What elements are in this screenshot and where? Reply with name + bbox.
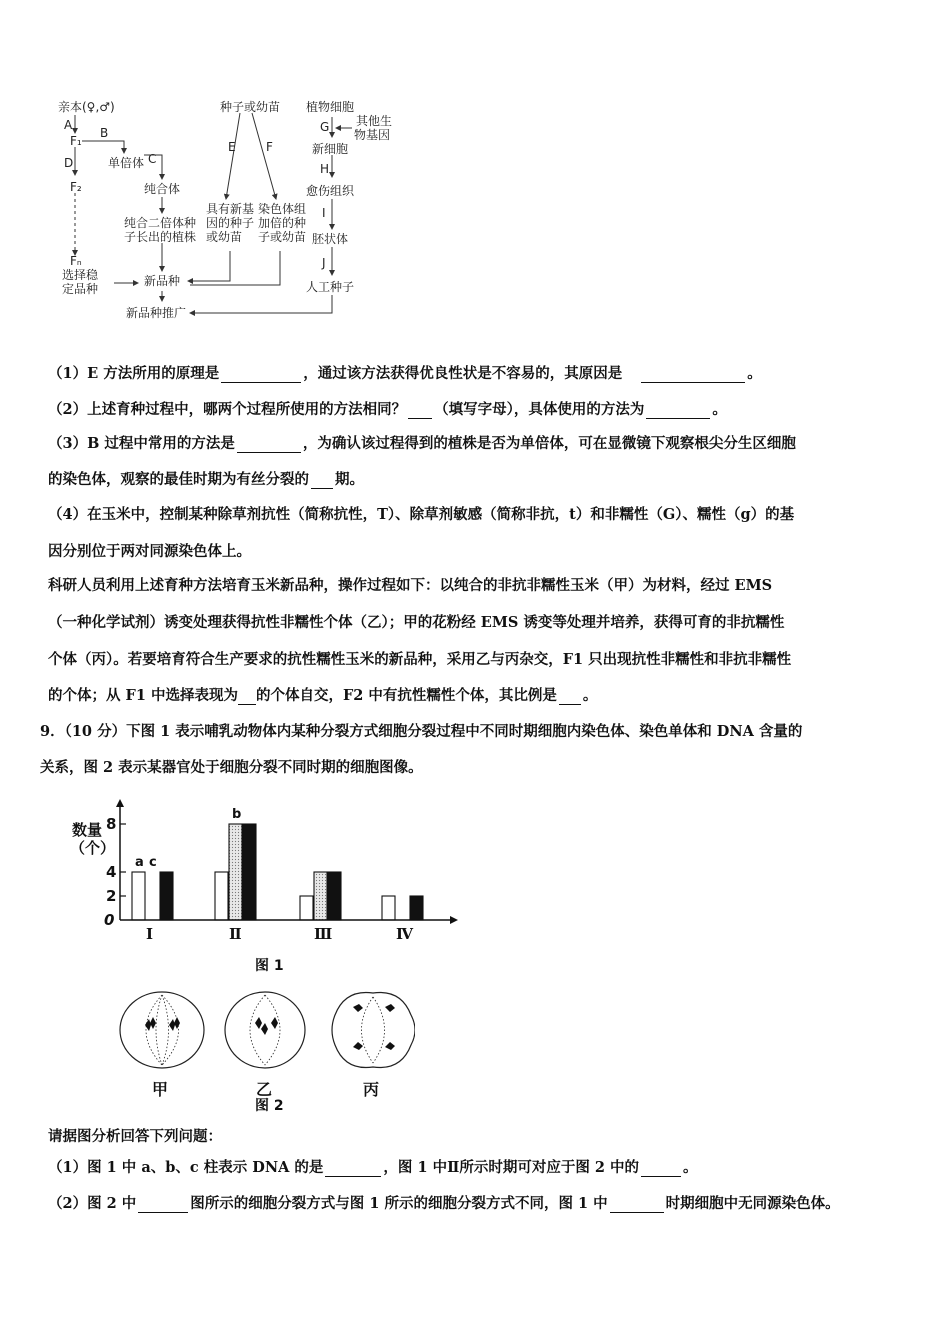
embryoid-label: 胚状体 bbox=[312, 232, 349, 246]
question-8-1 bbox=[48, 362, 762, 383]
q3-text-a: （3）B 过程中常用的方法是 bbox=[48, 435, 235, 452]
q3-blank-1[interactable] bbox=[237, 438, 301, 453]
figure-2 bbox=[115, 985, 415, 1114]
cell-jia bbox=[120, 992, 204, 1068]
q9-1-text-b: ，图 1 中Ⅱ所示时期可对应于图 2 中的 bbox=[383, 1159, 640, 1176]
step-d-label: D bbox=[64, 156, 74, 170]
step-f-label: F bbox=[266, 140, 273, 154]
doubled-label-2: 加倍的种 bbox=[258, 216, 307, 230]
q2-text-a: （2）上述育种过程中，哪两个过程所使用的方法相同？ bbox=[48, 401, 407, 418]
question-9-line2: 关系，图 2 表示某器官处于细胞分裂不同时期的细胞图像。 bbox=[40, 759, 423, 776]
artificial-seed-label: 人工种子 bbox=[306, 280, 355, 294]
figure-1-svg bbox=[60, 795, 460, 980]
y-tick-label-0: 0 bbox=[104, 911, 115, 929]
parents-label: 亲本(♀,♂) bbox=[58, 100, 115, 114]
chromosome-bing-top bbox=[353, 1004, 395, 1012]
bar-a-1 bbox=[132, 872, 145, 920]
cell-label-yi: 乙 bbox=[256, 1080, 273, 1099]
step-h-label: H bbox=[320, 162, 330, 176]
y-axis-arrow bbox=[116, 799, 124, 807]
x-tick-label-1: Ⅰ bbox=[146, 925, 154, 943]
q9-1-blank-2[interactable] bbox=[641, 1162, 681, 1177]
q2-blank-2[interactable] bbox=[646, 404, 710, 419]
bar-c-2 bbox=[243, 824, 256, 920]
new-variety-label: 新品种 bbox=[144, 274, 181, 288]
callus-label: 愈伤组织 bbox=[306, 184, 355, 198]
q1-text-c: 。 bbox=[747, 365, 762, 382]
q4-blank-1[interactable] bbox=[238, 690, 256, 705]
step-i-label: I bbox=[322, 206, 326, 220]
seeds-label: 种子或幼苗 bbox=[220, 100, 281, 114]
question-8-3-line2 bbox=[48, 468, 364, 489]
select-label-1: 选择稳 bbox=[62, 268, 99, 282]
step-j-label: J bbox=[322, 256, 326, 270]
breeding-diagram bbox=[40, 95, 420, 330]
cell-bing bbox=[332, 992, 415, 1067]
cell-label-jia: 甲 bbox=[152, 1080, 169, 1099]
q9-1-blank-1[interactable] bbox=[325, 1162, 381, 1177]
q9-2-blank-1[interactable] bbox=[138, 1198, 188, 1213]
chromosome-yi-2 bbox=[271, 1017, 278, 1029]
other-gene-label-2: 物基因 bbox=[354, 128, 391, 142]
chromosome-jia-1 bbox=[145, 1017, 156, 1031]
q2-text-b: （填写字母），具体使用的方法为 bbox=[434, 401, 645, 418]
y-axis-label: 数量（个） bbox=[70, 821, 116, 857]
step-c-label: C bbox=[148, 152, 157, 166]
q3-text-b: ，为确认该过程得到的植株是否为单倍体，可在显微镜下观察根尖分生区细胞 bbox=[302, 435, 796, 452]
q3-line2-text-b: 期。 bbox=[335, 471, 364, 488]
doubled-label-1: 染色体组 bbox=[258, 202, 307, 216]
f1-label: F₁ bbox=[70, 134, 82, 148]
q9-2-text-c: 时期细胞中无同源染色体。 bbox=[665, 1195, 840, 1212]
y-tick-label-2: 2 bbox=[106, 887, 117, 905]
q4-line6-text-b: 的个体自交，F2 中有抗性糯性个体，其比例是 bbox=[255, 687, 557, 704]
new-cell-label: 新细胞 bbox=[312, 142, 349, 156]
bar-a-3 bbox=[300, 896, 313, 920]
chromosome-bing-bottom bbox=[353, 1042, 395, 1050]
bar-a-4 bbox=[382, 896, 395, 920]
series-annotation-a: a bbox=[135, 855, 144, 870]
question-9-prompt: 请据图分析回答下列问题： bbox=[48, 1128, 222, 1145]
new-gene-label-1: 具有新基 bbox=[206, 202, 255, 216]
chromosome-yi-1 bbox=[255, 1017, 268, 1035]
chromosomes bbox=[145, 1004, 395, 1050]
x-tick-label-3: Ⅲ bbox=[314, 925, 333, 943]
plant-cell-label: 植物细胞 bbox=[306, 100, 355, 114]
x-tick-label-2: Ⅱ bbox=[229, 925, 242, 943]
q1-text-a: （1）E 方法所用的原理是 bbox=[48, 365, 220, 382]
q4-line6-text-a: 的个体；从 F1 中选择表现为 bbox=[48, 687, 238, 704]
chromosome-jia-2 bbox=[169, 1017, 180, 1031]
step-e-label: E bbox=[228, 140, 236, 154]
q2-blank-1[interactable] bbox=[408, 404, 432, 419]
step-b-label: B bbox=[100, 126, 109, 140]
bar-c-1 bbox=[160, 872, 173, 920]
pure-diploid-label-1: 纯合二倍体种 bbox=[124, 216, 197, 230]
question-8-4-line6 bbox=[48, 684, 597, 705]
new-gene-label-3: 或幼苗 bbox=[206, 230, 243, 244]
series-annotation-c: c bbox=[149, 855, 157, 870]
q9-1-text-a: （1）图 1 中 a、b、c 柱表示 DNA 的是 bbox=[48, 1159, 324, 1176]
cell-label-bing: 丙 bbox=[363, 1080, 380, 1099]
q9-2-text-b: 图所示的细胞分裂方式与图 1 所示的细胞分裂方式不同，图 1 中 bbox=[190, 1195, 608, 1212]
f2-label: F₂ bbox=[70, 180, 82, 194]
other-gene-label-1: 其他生 bbox=[356, 114, 393, 128]
figure-1-caption: 图 1 bbox=[255, 958, 284, 974]
q1-blank-2[interactable] bbox=[641, 368, 745, 383]
q3-line2-text-a: 的染色体，观察的最佳时期为有丝分裂的 bbox=[48, 471, 309, 488]
new-gene-label-2: 因的种子 bbox=[206, 216, 255, 230]
bar-c-3 bbox=[328, 872, 341, 920]
question-8-4-line5: 个体（丙）。若要培育符合生产要求的抗性糯性玉米的新品种，采用乙与丙杂交，F1 只出现抗性非糯性和非抗非糯性 bbox=[48, 651, 792, 668]
q1-text-b: ，通过该方法获得优良性状是不容易的，其原因是 bbox=[303, 365, 623, 382]
question-8-2 bbox=[48, 398, 727, 419]
select-label-2: 定品种 bbox=[62, 282, 99, 296]
haploid-label: 单倍体 bbox=[108, 156, 145, 170]
series-annotation-b: b bbox=[232, 807, 242, 822]
question-8-4-line2: 因分别位于两对同源染色体上。 bbox=[48, 543, 251, 560]
step-g-label: G bbox=[320, 120, 330, 134]
x-tick-label-4: Ⅳ bbox=[396, 925, 414, 943]
q9-2-blank-2[interactable] bbox=[610, 1198, 664, 1213]
question-9-2 bbox=[48, 1192, 840, 1213]
question-8-4-line1: （4）在玉米中，控制某种除草剂抗性（简称抗性，T）、除草剂敏感（简称非抗，t）和非糯性（G）、糯性（g）的基 bbox=[48, 506, 795, 523]
figure-2-svg bbox=[115, 985, 415, 1080]
bar-b-2 bbox=[229, 824, 242, 920]
fn-label: Fₙ bbox=[70, 254, 82, 268]
q4-line6-text-c: 。 bbox=[582, 687, 598, 704]
q2-text-c: 。 bbox=[712, 401, 727, 418]
y-tick-label-8: 8 bbox=[106, 815, 117, 833]
bar-a-2 bbox=[215, 872, 228, 920]
q4-blank-2[interactable] bbox=[559, 690, 581, 705]
question-8-4-line4: （一种化学试剂）诱变处理获得抗性非糯性个体（乙）；甲的花粉经 EMS 诱变等处理并培养，获得可育的非抗糯性 bbox=[48, 614, 785, 631]
q1-blank-1[interactable] bbox=[221, 368, 301, 383]
q9-1-text-c: 。 bbox=[683, 1159, 698, 1176]
question-8-3 bbox=[48, 432, 796, 453]
figure-1-chart bbox=[60, 795, 460, 980]
question-9-1 bbox=[48, 1156, 698, 1177]
pure-label: 纯合体 bbox=[144, 182, 181, 196]
promotion-label: 新品种推广 bbox=[126, 306, 187, 320]
q9-2-text-a: （2）图 2 中 bbox=[48, 1195, 137, 1212]
bar-b-3 bbox=[314, 872, 327, 920]
step-a-label: A bbox=[64, 118, 73, 132]
doubled-label-3: 子或幼苗 bbox=[258, 230, 307, 244]
pure-diploid-label-2: 子长出的植株 bbox=[124, 230, 197, 244]
y-tick-label-4: 4 bbox=[106, 863, 117, 881]
figure-2-caption: 图 2 bbox=[255, 1098, 284, 1114]
question-9-line1: 9．（10 分）下图 1 表示哺乳动物体内某种分裂方式细胞分裂过程中不同时期细胞内染色体、染色单体和 DNA 含量的 bbox=[40, 723, 803, 740]
x-axis-arrow bbox=[450, 916, 458, 924]
question-8-4-line3: 科研人员利用上述育种方法培育玉米新品种，操作过程如下：以纯合的非抗非糯性玉米（甲）为材料，经过 EMS bbox=[48, 577, 773, 594]
bar-c-4 bbox=[410, 896, 423, 920]
q3-blank-2[interactable] bbox=[311, 474, 333, 489]
